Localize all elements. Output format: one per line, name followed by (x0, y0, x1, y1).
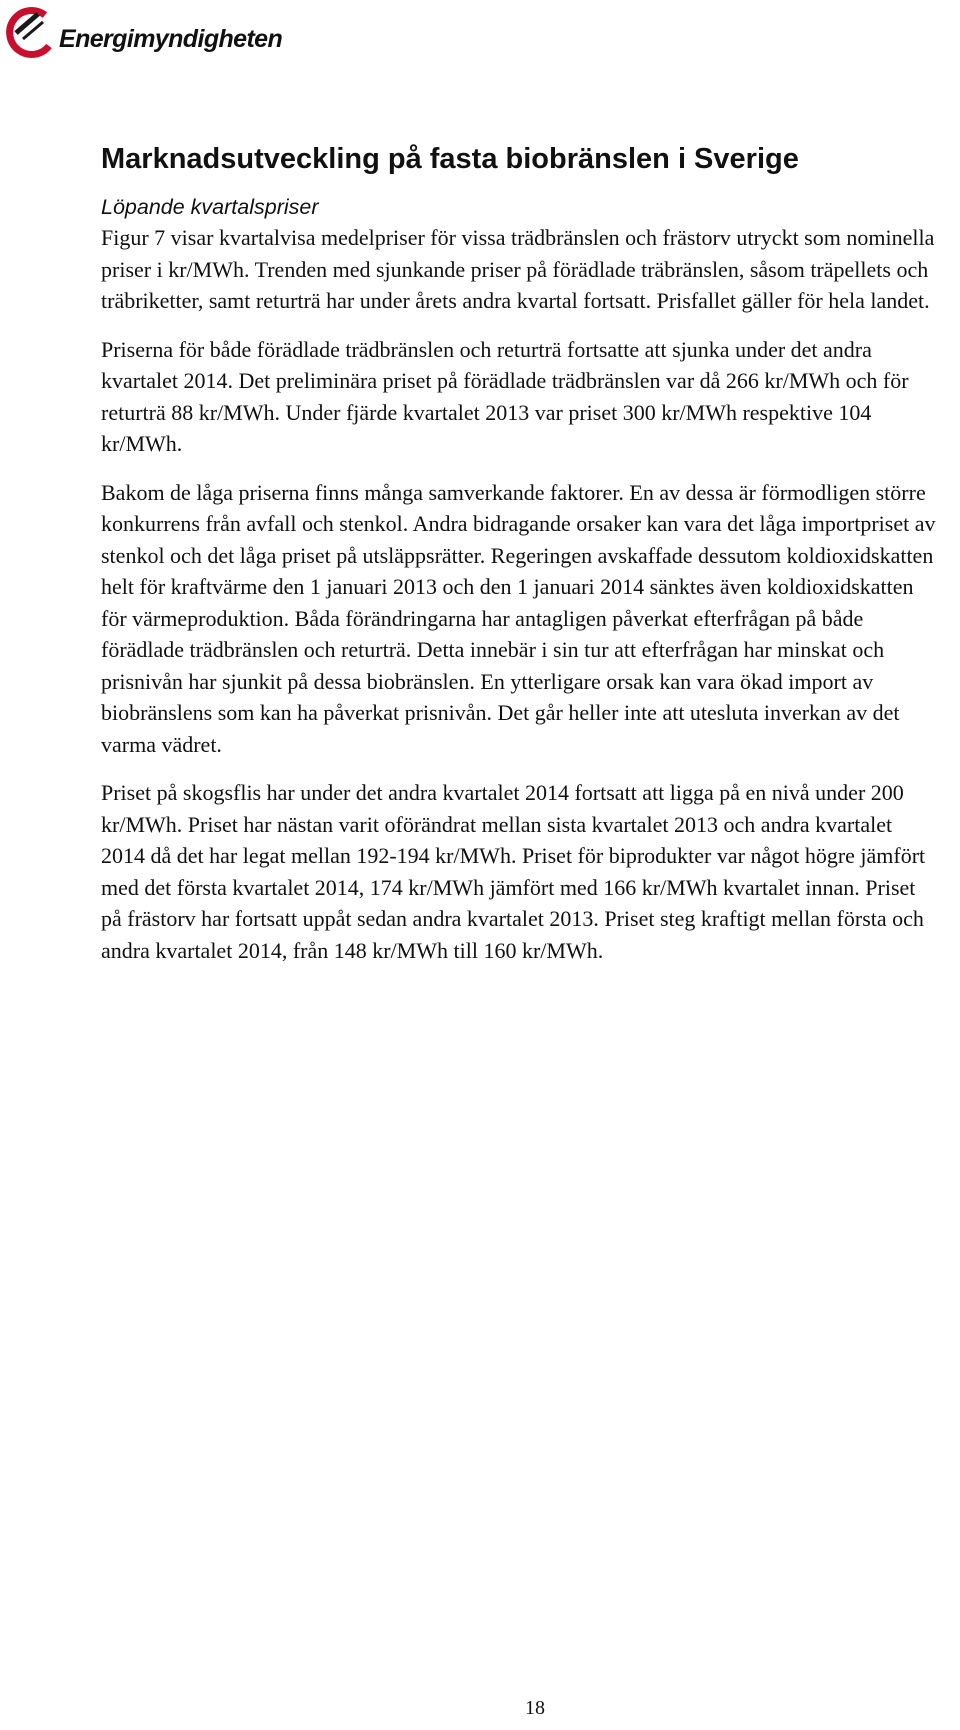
paragraph: Bakom de låga priserna finns många samverkande faktorer. En av dessa är förmodligen större konkurrens från avfall och stenkol. Andra bidragande orsaker kan vara det låga importpriset av stenkol och det låga priset på utsläppsrätter. Regeringen avskaffade dessutom koldioxidskatten helt för kraftvärme den 1 januari 2013 och den 1 januari 2014 sänktes även koldioxidskatten för värmeproduktion. Båda förändringarna har antagligen påverkat efterfrågan på både förädlade trädbränslen och returträ. Detta innebär i sin tur att efterfrågan har minskat och prisnivån har sjunkit på dessa biobränslen. En ytterligare orsak kan vara ökad import av biobränslens som kan ha påverkat prisnivån. Det går heller inte att utesluta inverkan av det varma vädret. (101, 479, 936, 757)
paragraph: Priset på skogsflis har under det andra kvartalet 2014 fortsatt att ligga på en nivå under 200 kr/MWh. Priset har nästan varit oförändrat mellan sista kvartalet 2013 och andra kvartalet 2014 då det har legat mellan 192-194 kr/MWh. Priset för biprodukter var något högre jämfört med det första kvartalet 2014, 174 kr/MWh jämfört med 166 kr/MWh kvartalet innan. Priset på frästorv har fortsatt uppåt sedan andra kvartalet 2013. Priset steg kraftigt mellan första och andra kvartalet 2014, från 148 kr/MWh till 160 kr/MWh. (101, 780, 926, 963)
page-title: Marknadsutveckling på fasta biobränslen i Sverige (101, 143, 799, 175)
document-body (101, 136, 941, 983)
logo-text: Energimyndigheten (59, 24, 283, 53)
page-number: 18 (525, 1697, 545, 1719)
header-logo (5, 2, 282, 62)
energimyndigheten-logo-icon (5, 2, 65, 62)
section-subtitle: Löpande kvartalspriser (101, 195, 319, 219)
paragraph: Figur 7 visar kvartalvisa medelpriser för vissa trädbränslen och frästorv utryckt som nominella priser i kr/MWh. Trenden med sjunkande priser på förädlade träbränslen, såsom träpellets och träbriketter, samt returträ har under årets andra kvartal fortsatt. Prisfallet gäller för hela landet. (101, 225, 935, 313)
paragraph: Priserna för både förädlade trädbränslen och returträ fortsatte att sjunka under det andra kvartalet 2014. Det preliminära priset på förädlade trädbränslen var då 266 kr/MWh och för returträ 88 kr/MWh. Under fjärde kvartalet 2013 var priset 300 kr/MWh respektive 104 kr/MWh. (101, 336, 909, 456)
